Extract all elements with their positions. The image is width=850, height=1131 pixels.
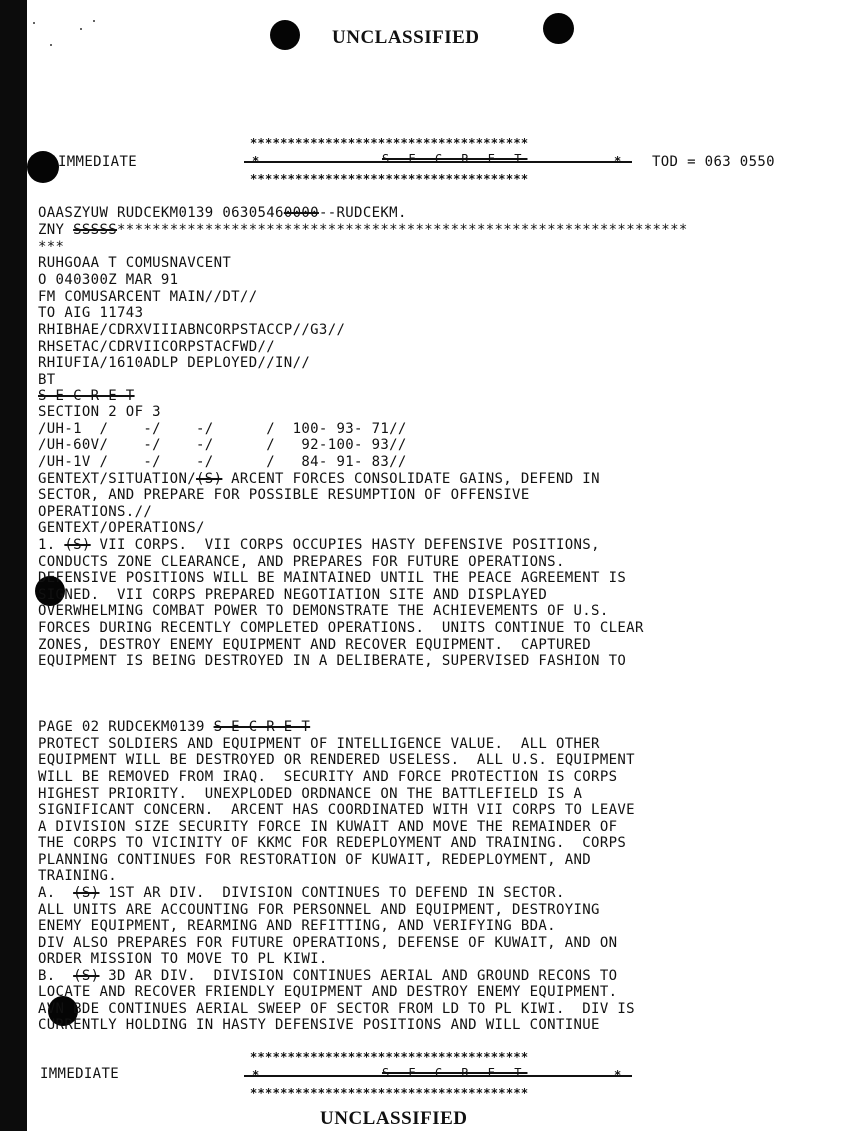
scan-speck — [50, 44, 52, 46]
paragraph-line: WILL BE REMOVED FROM IRAQ. SECURITY AND FORCE PROTECTION IS CORPS — [38, 769, 618, 785]
paragraph-line: PROTECT SOLDIERS AND EQUIPMENT OF INTELLIGENCE VALUE. ALL OTHER — [38, 736, 600, 752]
paragraph-line: EQUIPMENT WILL BE DESTROYED OR RENDERED USELESS. ALL U.S. EQUIPMENT — [38, 752, 635, 768]
table-row: /UH-60V/ -/ -/ / 92-100- 93// — [38, 437, 407, 453]
paragraph-line: OVERWHELMING COMBAT POWER TO DEMONSTRATE THE ACHIEVEMENTS OF U.S. — [38, 603, 609, 619]
paragraph-line: SIGNED. VII CORPS PREPARED NEGOTIATION SITE AND DISPLAYED — [38, 587, 548, 603]
paragraph-line: ALL UNITS ARE ACCOUNTING FOR PERSONNEL AND EQUIPMENT, DESTROYING — [38, 902, 600, 918]
footer-right-mark: * — [614, 1068, 622, 1082]
paragraph-line: ORDER MISSION TO MOVE TO PL KIWI. — [38, 951, 328, 967]
punch-hole — [543, 13, 574, 44]
zny-line: ZNY SSSSS***************************************************************** — [38, 222, 688, 238]
banner-stars-bottom: ************************************* — [250, 172, 529, 186]
scan-left-edge — [0, 0, 27, 1131]
paragraph-line: DEFENSIVE POSITIONS WILL BE MAINTAINED UNTIL THE PEACE AGREEMENT IS — [38, 570, 627, 586]
paragraph-line: ENEMY EQUIPMENT, REARMING AND REFITTING, AND VERIFYING BDA. — [38, 918, 556, 934]
table-row: /UH-1 / -/ -/ / 100- 93- 71// — [38, 421, 407, 437]
footer-precedence: IMMEDIATE — [40, 1066, 120, 1082]
paragraph-line: CURRENTLY HOLDING IN HASTY DEFENSIVE POSITIONS AND WILL CONTINUE — [38, 1017, 600, 1033]
paragraph-line: HIGHEST PRIORITY. UNEXPLODED ORDNANCE ON THE BATTLEFIELD IS A — [38, 786, 583, 802]
banner-right-mark: * — [614, 154, 622, 168]
item-a: A. (S) 1ST AR DIV. DIVISION CONTINUES TO DEFEND IN SECTOR. — [38, 885, 565, 901]
tod-value: TOD = 063 0550 — [652, 154, 775, 170]
paragraph-line: EQUIPMENT IS BEING DESTROYED IN A DELIBERATE, SUPERVISED FASHION TO — [38, 653, 627, 669]
item-b: B. (S) 3D AR DIV. DIVISION CONTINUES AERIAL AND GROUND RECONS TO — [38, 968, 618, 984]
paragraph-line: CONDUCTS ZONE CLEARANCE, AND PREPARES FOR FUTURE OPERATIONS. — [38, 554, 565, 570]
header-line: O 040300Z MAR 91 — [38, 272, 179, 288]
header-line: TO AIG 11743 — [38, 305, 144, 321]
paragraph-line: GENTEXT/OPERATIONS/ — [38, 520, 205, 536]
paragraph-line: OPERATIONS.// — [38, 504, 153, 520]
scan-speck — [80, 28, 82, 30]
footer-stars-bottom: ************************************* — [250, 1086, 529, 1100]
paragraph-line: DIV ALSO PREPARES FOR FUTURE OPERATIONS, DEFENSE OF KUWAIT, AND ON — [38, 935, 618, 951]
paragraph-line: SECTOR, AND PREPARE FOR POSSIBLE RESUMPTION OF OFFENSIVE — [38, 487, 530, 503]
stars-short: *** — [38, 239, 65, 255]
punch-hole — [270, 20, 300, 50]
page-2-header: PAGE 02 RUDCEKM0139 S E C R E T — [38, 719, 311, 735]
punch-hole — [27, 151, 59, 183]
table-row: /UH-1V / -/ -/ / 84- 91- 83// — [38, 454, 407, 470]
paragraph-line: A DIVISION SIZE SECURITY FORCE IN KUWAIT AND MOVE THE REMAINDER OF — [38, 819, 618, 835]
paragraph-line: PLANNING CONTINUES FOR RESTORATION OF KUWAIT, REDEPLOYMENT, AND — [38, 852, 592, 868]
gentext-situation: GENTEXT/SITUATION/(S) ARCENT FORCES CONSOLIDATE GAINS, DEFEND IN — [38, 471, 600, 487]
paragraph-line: ZONES, DESTROY ENEMY EQUIPMENT AND RECOVER EQUIPMENT. CAPTURED — [38, 637, 592, 653]
secret-struck: S E C R E T — [38, 388, 135, 404]
paragraph-line: FORCES DURING RECENTLY COMPLETED OPERATIONS. UNITS CONTINUE TO CLEAR — [38, 620, 644, 636]
routing-line: OAASZYUW RUDCEKM0139 06305460000--RUDCEKM. — [38, 205, 407, 221]
footer-left-mark: * — [252, 1068, 260, 1082]
banner-stars-top: ************************************* — [250, 136, 529, 150]
header-line: BT — [38, 372, 56, 388]
banner-left-mark: * — [252, 154, 260, 168]
section-label: SECTION 2 OF 3 — [38, 404, 161, 420]
item-1: 1. (S) VII CORPS. VII CORPS OCCUPIES HASTY DEFENSIVE POSITIONS, — [38, 537, 600, 553]
classification-bottom: UNCLASSIFIED — [320, 1108, 468, 1129]
footer-stars-top: ************************************* — [250, 1050, 529, 1064]
header-line: RHSETAC/CDRVIICORPSTACFWD// — [38, 339, 276, 355]
precedence-label: IMMEDIATE — [58, 154, 138, 170]
header-line: FM COMUSARCENT MAIN//DT// — [38, 289, 258, 305]
header-line: RHIBHAE/CDRXVIIIABNCORPSTACCP//G3// — [38, 322, 346, 338]
header-line: RHIUFIA/1610ADLP DEPLOYED//IN// — [38, 355, 311, 371]
scan-speck — [93, 20, 95, 22]
scan-speck — [33, 22, 35, 24]
paragraph-line: AVN BDE CONTINUES AERIAL SWEEP OF SECTOR FROM LD TO PL KIWI. DIV IS — [38, 1001, 635, 1017]
secret-mark: S E C R E T — [382, 152, 528, 166]
paragraph-line: THE CORPS TO VICINITY OF KKMC FOR REDEPLOYMENT AND TRAINING. CORPS — [38, 835, 627, 851]
paragraph-line: TRAINING. — [38, 868, 118, 884]
paragraph-line: LOCATE AND RECOVER FRIENDLY EQUIPMENT AND DESTROY ENEMY EQUIPMENT. — [38, 984, 618, 1000]
classification-top: UNCLASSIFIED — [332, 27, 480, 48]
paragraph-line: SIGNIFICANT CONCERN. ARCENT HAS COORDINATED WITH VII CORPS TO LEAVE — [38, 802, 635, 818]
footer-secret-mark: S E C R E T — [382, 1066, 528, 1080]
header-line: RUHGOAA T COMUSNAVCENT — [38, 255, 232, 271]
